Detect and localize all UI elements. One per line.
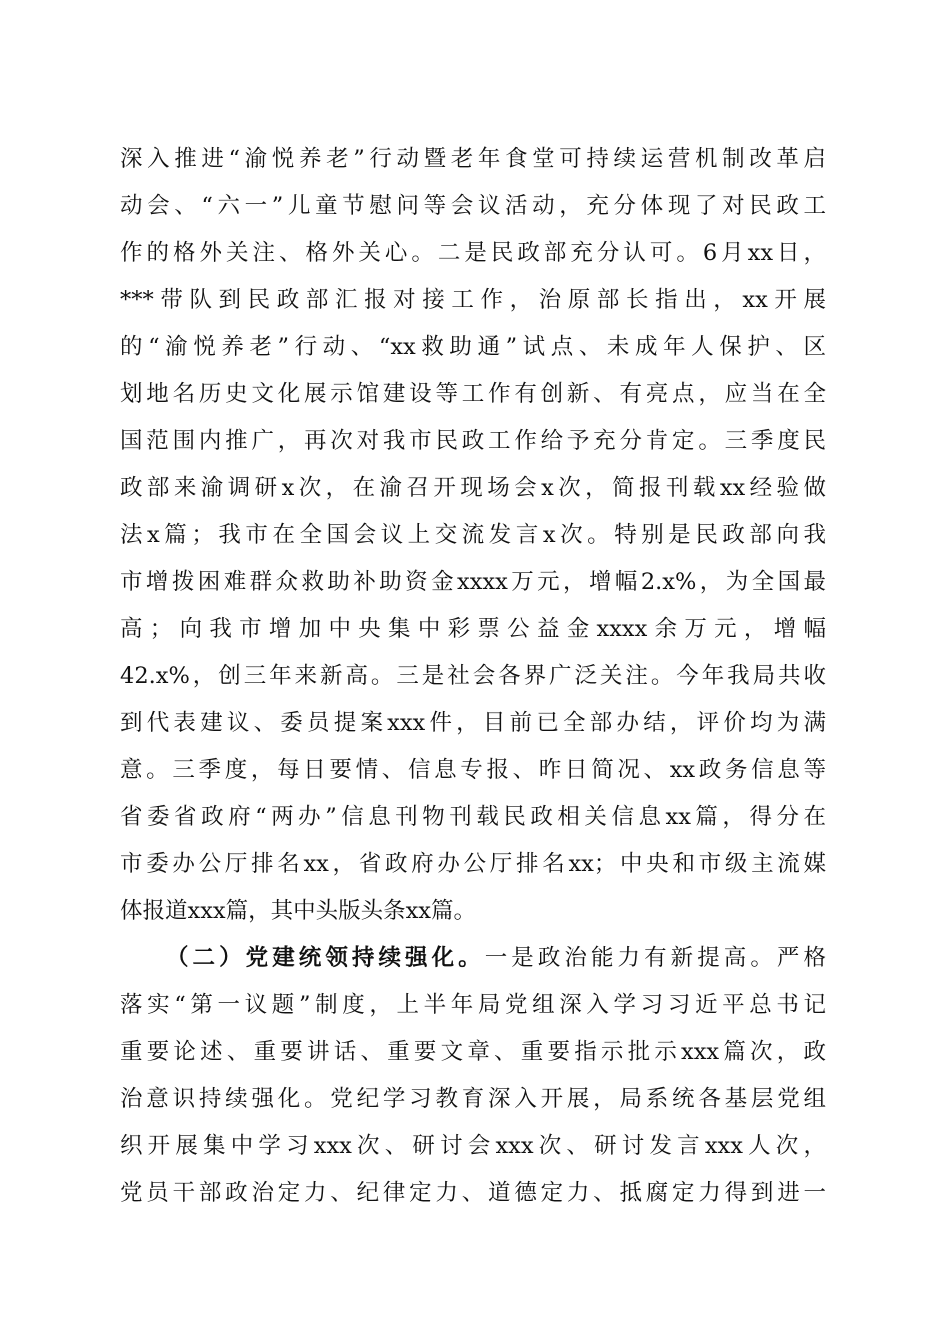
text-line: 织开展集中学习xxx次、研讨会xxx次、研讨发言xxx人次， bbox=[120, 1133, 826, 1159]
text-line: 动会、“六一”儿童节慰问等会议活动，充分体现了对民政工 bbox=[120, 193, 826, 219]
body-text bbox=[120, 136, 826, 1217]
text-line: 42.x%，创三年来新高。三是社会各界广泛关注。今年我局共收 bbox=[120, 663, 826, 689]
text-line: 党员干部政治定力、纪律定力、道德定力、抵腐定力得到进一 bbox=[120, 1180, 826, 1206]
text-line: 体报道xxx篇，其中头版头条xx篇。 bbox=[120, 898, 476, 924]
text-line: 法x篇；我市在全国会议上交流发言x次。特别是民政部向我 bbox=[120, 522, 826, 548]
text-line: 重要论述、重要讲话、重要文章、重要指示批示xxx篇次，政 bbox=[120, 1039, 826, 1065]
text-line: ***带队到民政部汇报对接工作，治原部长指出，xx开展 bbox=[120, 287, 826, 313]
section-two-heading: （二）党建统领持续强化。 bbox=[166, 945, 485, 971]
text-line: 市增拨困难群众救助补助资金xxxx万元，增幅2.x%，为全国最 bbox=[120, 569, 826, 595]
text-line: 到代表建议、委员提案xxx件，目前已全部办结，评价均为满 bbox=[120, 710, 826, 736]
text-line: 深入推进“渝悦养老”行动暨老年食堂可持续运营机制改革启 bbox=[120, 146, 826, 172]
text-line: 作的格外关注、格外关心。二是民政部充分认可。6月xx日， bbox=[120, 240, 826, 266]
text-line: 的“渝悦养老”行动、“xx救助通”试点、未成年人保护、区 bbox=[120, 334, 826, 360]
text-line: 市委办公厅排名xx，省政府办公厅排名xx；中央和市级主流媒 bbox=[120, 851, 826, 877]
text-line: 高；向我市增加中央集中彩票公益金xxxx余万元，增幅 bbox=[120, 616, 826, 642]
text-line: 政部来渝调研x次，在渝召开现场会x次，简报刊载xx经验做 bbox=[120, 475, 826, 501]
text-line: 划地名历史文化展示馆建设等工作有创新、有亮点，应当在全 bbox=[120, 381, 826, 407]
text-line: 国范围内推广，再次对我市民政工作给予充分肯定。三季度民 bbox=[120, 428, 826, 454]
text-line: 治意识持续强化。党纪学习教育深入开展，局系统各基层党组 bbox=[120, 1086, 826, 1112]
section-two-first-line bbox=[120, 935, 826, 982]
text-line: 意。三季度，每日要情、信息专报、昨日简况、xx政务信息等 bbox=[120, 757, 826, 783]
text-line: 落实“第一议题”制度，上半年局党组深入学习习近平总书记 bbox=[120, 992, 826, 1018]
section-two-first-line-text: 一是政治能力有新提高。严格 bbox=[484, 945, 826, 971]
text-line: 省委省政府“两办”信息刊物刊载民政相关信息xx篇，得分在 bbox=[120, 804, 826, 830]
